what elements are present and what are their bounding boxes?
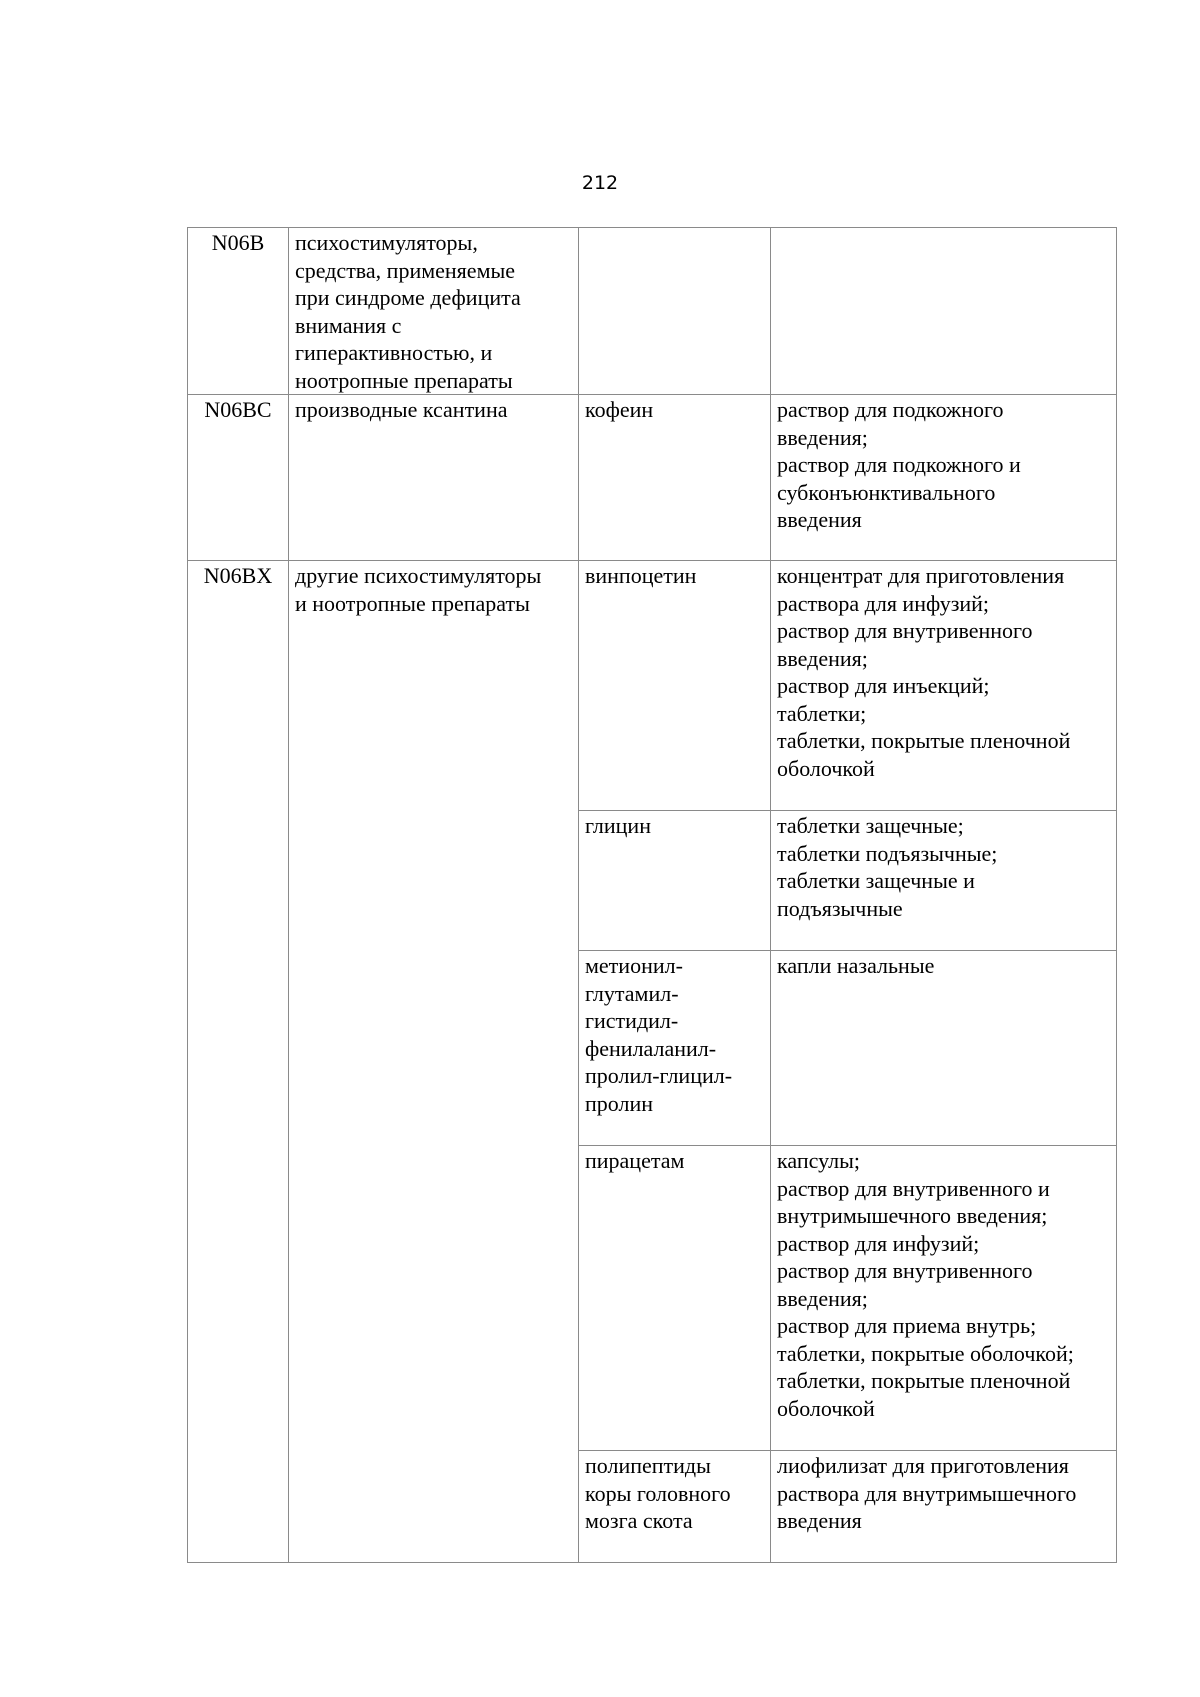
dosage-forms-cell: таблетки защечные; таблетки подъязычные; таблетки защечные и подъязычные <box>771 811 1117 951</box>
substance-cell <box>579 228 771 395</box>
atc-code-cell: N06BX <box>188 561 289 1563</box>
group-name-cell: производные ксантина <box>289 395 579 561</box>
dosage-forms-cell <box>771 228 1117 395</box>
atc-code-cell: N06B <box>188 228 289 395</box>
group-name-cell: другие психостимуляторы и ноотропные препараты <box>289 561 579 1563</box>
substance-cell: полипептиды коры головного мозга скота <box>579 1451 771 1563</box>
drug-table <box>187 227 1117 1563</box>
dosage-forms-cell: лиофилизат для приготовления раствора для внутримышечного введения <box>771 1451 1117 1563</box>
dosage-forms-cell: капсулы; раствор для внутривенного и внутримышечного введения; раствор для инфузий; раствор для внутривенного введения; раствор для приема внутрь; таблетки, покрытые оболочкой; таблетки, покрытые пленочной оболочкой <box>771 1146 1117 1451</box>
dosage-forms-cell: раствор для подкожного введения; раствор для подкожного и субконъюнктивального введения <box>771 395 1117 561</box>
table-row <box>188 561 1117 811</box>
substance-cell: кофеин <box>579 395 771 561</box>
dosage-forms-cell: капли назальные <box>771 951 1117 1146</box>
dosage-forms-cell: концентрат для приготовления раствора для инфузий; раствор для внутривенного введения; раствор для инъекций; таблетки; таблетки, покрытые пленочной оболочкой <box>771 561 1117 811</box>
group-name-cell: психостимуляторы, средства, применяемые при синдроме дефицита внимания с гиперактивностью, и ноотропные препараты <box>289 228 579 395</box>
atc-code-cell: N06BC <box>188 395 289 561</box>
substance-cell: пирацетам <box>579 1146 771 1451</box>
page-number: 212 <box>581 172 619 194</box>
table-row <box>188 228 1117 395</box>
substance-cell: глицин <box>579 811 771 951</box>
substance-cell: метионил- глутамил- гистидил- фенилаланил- пролил-глицил- пролин <box>579 951 771 1146</box>
table-row <box>188 395 1117 561</box>
substance-cell: винпоцетин <box>579 561 771 811</box>
